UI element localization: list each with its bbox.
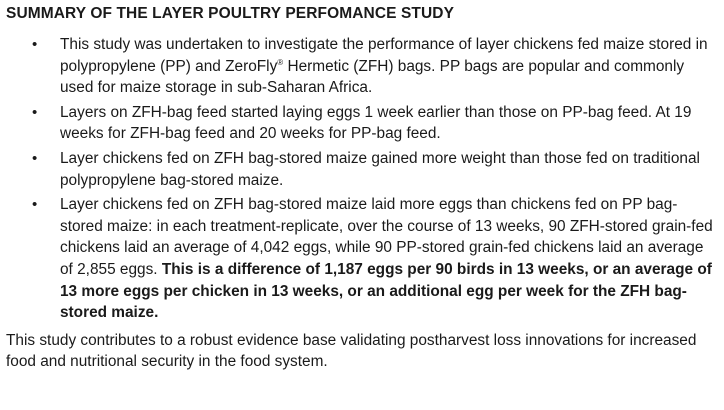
bullet-text: Layers on ZFH-bag feed started laying eggs 1 week earlier than those on PP-bag feed. At 19 weeks for ZFH-bag feed and 20 weeks for PP-bag feed.: [60, 103, 692, 143]
bullet-text-part: This study was undertaken to investigate the performance of layer chickens fed maize stored in polypropylene (PP) and ZeroFly: [60, 36, 708, 75]
bullet-point-icon: •: [32, 196, 38, 214]
bullet-text-emphasis: This is a difference of 1,187 eggs per 90 birds in 13 weeks, or an average of 13 more eggs per chicken in 13 weeks, or an additional egg per week for the ZFH bag-stored maize.: [60, 260, 712, 322]
document-title: SUMMARY OF THE LAYER POULTRY PERFOMANCE STUDY: [6, 5, 455, 22]
bullet-point-icon: •: [32, 103, 38, 121]
registered-mark: ®: [277, 57, 284, 67]
bullet-item-study-purpose: [6, 34, 718, 99]
summary-bullet-list: [6, 34, 718, 324]
bullet-point-icon: •: [32, 149, 38, 167]
bullet-text-part: Hermetic (ZFH) bags. PP bags are popular and commonly used for maize storage in sub-Saharan Africa.: [60, 57, 685, 97]
bullet-item-laying-onset: [6, 102, 718, 145]
bullet-item-weight-gain: [6, 148, 718, 191]
bullet-text-part: Layer chickens fed on ZFH bag-stored maize laid more eggs than chickens fed on PP bag-stored maize: in each treatment-replicate, over the course of 13 weeks, 90 ZFH-stored grain-fed chickens laid an average of 4,042 eggs, while 90 PP-stored grain-fed chickens laid an average of 2,855 eggs.: [60, 196, 713, 278]
bullet-item-egg-production: [6, 194, 718, 324]
bullet-text: Layer chickens fed on ZFH bag-stored maize gained more weight than those fed on traditional polypropylene bag-stored maize.: [60, 149, 700, 189]
bullet-point-icon: •: [32, 36, 38, 53]
conclusion-paragraph: This study contributes to a robust evidence base validating postharvest loss innovations for increased food and nutritional security in the food system.: [6, 331, 697, 371]
